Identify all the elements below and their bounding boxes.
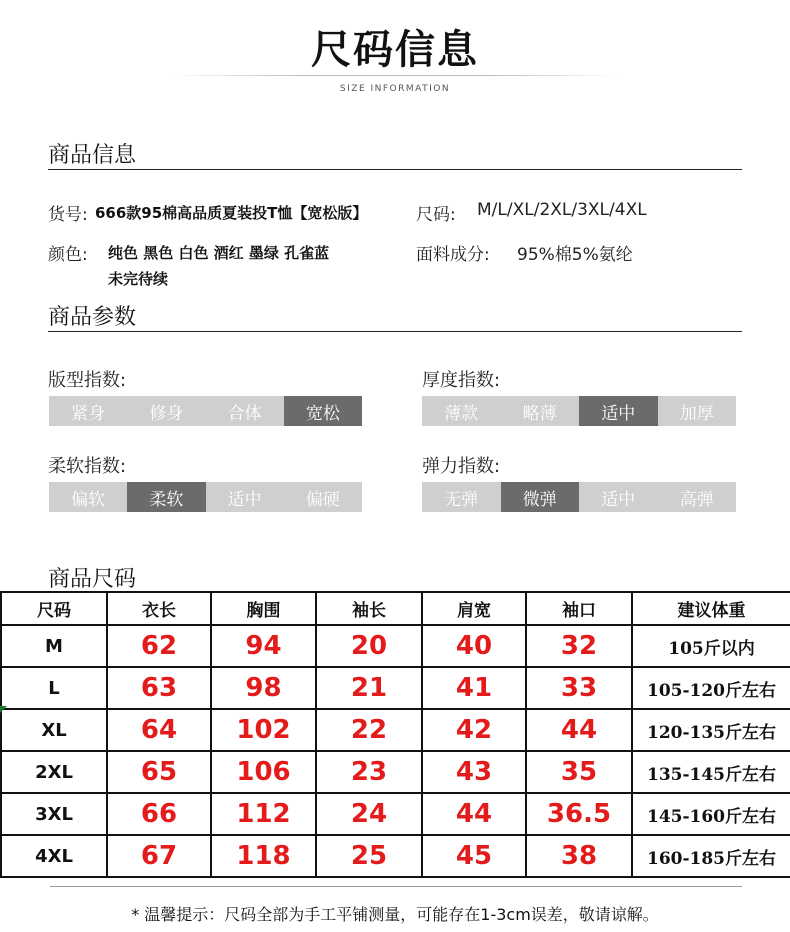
- measurement-footnote: * 温馨提示：尺码全部为手工平铺测量，可能存在1-3cm误差，敬请谅解。: [131, 905, 659, 924]
- item-number-value: 666款95棉高品质夏装投T恤【宽松版】: [95, 204, 368, 222]
- softness-index-label: 柔软指数:: [48, 456, 127, 477]
- thickness-option: 加厚: [658, 396, 737, 426]
- chest-cell: 118: [211, 835, 316, 877]
- weight-cell: 105-120斤左右: [632, 667, 790, 709]
- fit-index-label: 版型指数:: [48, 370, 127, 391]
- cuff-cell: 35: [526, 751, 632, 793]
- sleeve-length-cell: 22: [316, 709, 422, 751]
- sleeve-length-cell: 21: [316, 667, 422, 709]
- softness-option: 适中: [206, 482, 284, 512]
- cuff-cell: 33: [526, 667, 632, 709]
- shoulder-cell: 42: [422, 709, 526, 751]
- color-value: 纯色 黑色 白色 酒红 墨绿 孔雀蓝: [108, 244, 330, 262]
- elasticity-index-scale: [422, 482, 736, 512]
- fit-option: 紧身: [49, 396, 127, 426]
- size-list-value: M/L/XL/2XL/3XL/4XL: [477, 200, 647, 220]
- column-header: 建议体重: [632, 592, 790, 625]
- column-header: 袖口: [526, 592, 632, 625]
- footnote-divider: [50, 886, 742, 887]
- table-row: [1, 667, 790, 709]
- product-params-heading: 商品参数: [48, 305, 137, 330]
- column-header: 衣长: [107, 592, 211, 625]
- shoulder-cell: 44: [422, 793, 526, 835]
- chest-cell: 106: [211, 751, 316, 793]
- size-list-label: 尺码:: [416, 205, 456, 225]
- title-divider: [170, 75, 620, 76]
- fabric-label: 面料成分:: [416, 245, 490, 265]
- softness-option-selected: 柔软: [127, 482, 205, 512]
- sleeve-length-cell: 20: [316, 625, 422, 667]
- weight-cell: 105斤以内: [632, 625, 790, 667]
- elasticity-index-label: 弹力指数:: [422, 456, 501, 477]
- cuff-cell: 38: [526, 835, 632, 877]
- shoulder-cell: 40: [422, 625, 526, 667]
- table-header-row: [1, 592, 790, 625]
- fit-option-selected: 宽松: [284, 396, 362, 426]
- softness-option: 偏硬: [284, 482, 362, 512]
- size-cell: 2XL: [1, 751, 107, 793]
- size-chart-table: [0, 591, 790, 878]
- cuff-cell: 44: [526, 709, 632, 751]
- shoulder-cell: 43: [422, 751, 526, 793]
- size-cell: M: [1, 625, 107, 667]
- cuff-cell: 32: [526, 625, 632, 667]
- thickness-option: 略薄: [501, 396, 580, 426]
- weight-cell: 120-135斤左右: [632, 709, 790, 751]
- color-label: 颜色:: [48, 245, 88, 265]
- elasticity-option: 高弹: [658, 482, 737, 512]
- column-header: 胸围: [211, 592, 316, 625]
- thickness-option-selected: 适中: [579, 396, 658, 426]
- length-cell: 67: [107, 835, 211, 877]
- chest-cell: 94: [211, 625, 316, 667]
- thickness-index-scale: [422, 396, 736, 426]
- cuff-cell: 36.5: [526, 793, 632, 835]
- item-number-label: 货号:: [48, 205, 88, 225]
- page-subtitle: SIZE INFORMATION: [339, 84, 451, 94]
- size-cell: XL: [1, 709, 107, 751]
- softness-option: 偏软: [49, 482, 127, 512]
- sleeve-length-cell: 23: [316, 751, 422, 793]
- length-cell: 64: [107, 709, 211, 751]
- fabric-value: 95%棉5%氨纶: [517, 245, 633, 265]
- size-cell: 4XL: [1, 835, 107, 877]
- length-cell: 62: [107, 625, 211, 667]
- weight-cell: 135-145斤左右: [632, 751, 790, 793]
- length-cell: 66: [107, 793, 211, 835]
- shoulder-cell: 45: [422, 835, 526, 877]
- weight-cell: 160-185斤左右: [632, 835, 790, 877]
- fit-option: 合体: [206, 396, 284, 426]
- size-cell: 3XL: [1, 793, 107, 835]
- sleeve-length-cell: 24: [316, 793, 422, 835]
- chest-cell: 112: [211, 793, 316, 835]
- column-header: 袖长: [316, 592, 422, 625]
- table-row: [1, 793, 790, 835]
- size-chart-heading: 商品尺码: [48, 567, 137, 592]
- elasticity-option-selected: 微弹: [501, 482, 580, 512]
- length-cell: 63: [107, 667, 211, 709]
- sleeve-length-cell: 25: [316, 835, 422, 877]
- length-cell: 65: [107, 751, 211, 793]
- thickness-index-label: 厚度指数:: [422, 370, 501, 391]
- size-cell: L: [1, 667, 107, 709]
- weight-cell: 145-160斤左右: [632, 793, 790, 835]
- table-row: [1, 751, 790, 793]
- elasticity-option: 无弹: [422, 482, 501, 512]
- table-row: [1, 625, 790, 667]
- table-row: [1, 709, 790, 751]
- product-params-divider: [48, 331, 742, 332]
- fit-option: 修身: [127, 396, 205, 426]
- chest-cell: 98: [211, 667, 316, 709]
- chest-cell: 102: [211, 709, 316, 751]
- corner-marker: [0, 706, 7, 713]
- color-value-continued: 未完待续: [108, 270, 169, 288]
- elasticity-option: 适中: [579, 482, 658, 512]
- thickness-option: 薄款: [422, 396, 501, 426]
- page-title: 尺码信息: [311, 27, 479, 73]
- shoulder-cell: 41: [422, 667, 526, 709]
- column-header: 尺码: [1, 592, 107, 625]
- product-info-divider: [48, 169, 742, 170]
- softness-index-scale: [49, 482, 362, 512]
- column-header: 肩宽: [422, 592, 526, 625]
- table-row: [1, 835, 790, 877]
- product-info-heading: 商品信息: [48, 143, 137, 168]
- fit-index-scale: [49, 396, 362, 426]
